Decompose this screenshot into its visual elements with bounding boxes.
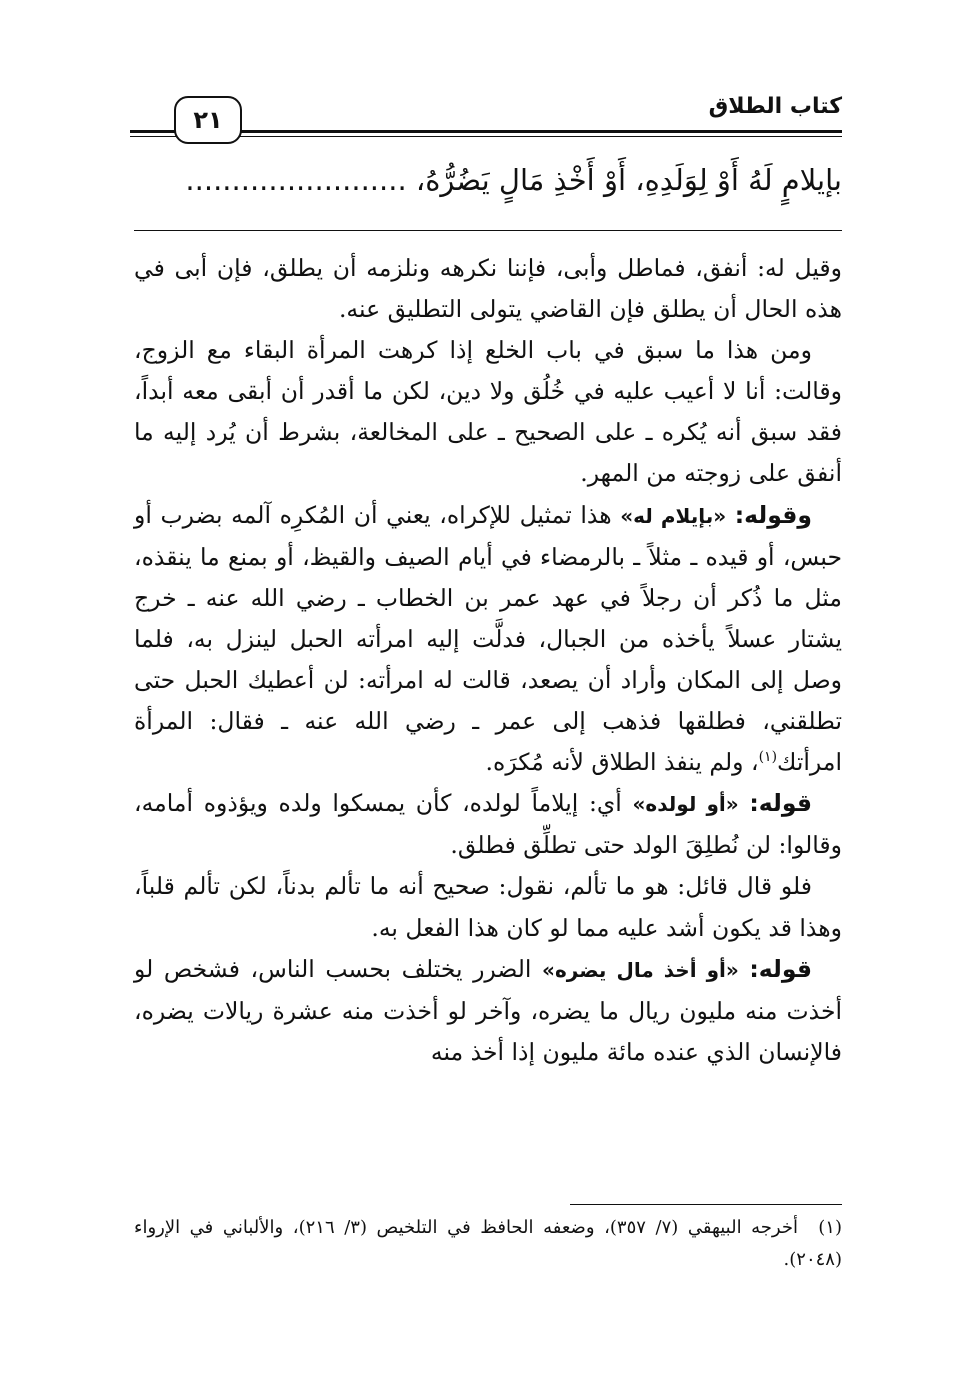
matn-quote: «أو لولده» <box>632 792 739 817</box>
commentary-label: قوله: <box>749 789 812 818</box>
paragraph <box>134 248 842 330</box>
page-number: ٢١ <box>174 96 242 144</box>
paragraph <box>134 866 842 948</box>
book-title: كتاب الطلاق <box>699 94 842 119</box>
paragraph <box>134 783 842 866</box>
paragraph-text: الضرر يختلف بحسب الناس، فشخص لو أخذت منه مليون ريال ما يضره، وآخر لو أخذت منه عشرة ريالات يضره، فالإنسان الذي عنده مائة مليون إذا أخذ منه <box>134 954 842 1066</box>
page-header <box>130 90 842 150</box>
footnote-number: (١) <box>818 1217 842 1238</box>
paragraph-text: ومن هذا ما سبق في باب الخلع إذا كرهت المرأة البقاء مع الزوج، وقالت: أنا لا أعيب عليه في خُلُق ولا دين، لكن ما أقدر أن أبقى معه أبداً، فقد سبق أنه يُكره ـ على الصحيح ـ على المخالعة، بشرط أن يُرد إليه ما أنفق على زوجته من المهر. <box>134 336 842 488</box>
paragraph-text: فلو قال قائل: هو ما تألم، نقول: صحيح أنه ما تألم بدناً، لكن تألم قلباً، وهذا قد يكون أشد عليه مما لو كان هذا الفعل به. <box>134 872 842 942</box>
paragraph-text: أي: إيلاماً لولده، كأن يمسكوا ولده ويؤذوه أمامه، وقالوا: لن نُطلِقَ الولد حتى تطلِّق فطلق. <box>134 789 842 860</box>
commentary-label: وقوله: <box>734 500 812 529</box>
footnote-ref[interactable]: (١) <box>758 749 778 766</box>
paragraph <box>134 949 842 1073</box>
paragraph <box>134 495 842 784</box>
footnote-rule <box>570 1204 842 1205</box>
matn-quote: «بإيلام له» <box>620 503 727 528</box>
matn-rule <box>134 230 842 231</box>
commentary-label: قوله: <box>749 954 812 983</box>
footnote <box>134 1212 842 1276</box>
matn-quote: «أو أخذ مال يضره» <box>542 957 739 982</box>
paragraph-text: ، ولم ينفذ الطلاق لأنه مُكرَه. <box>485 748 759 777</box>
paragraph-text: وقيل له: أنفق، فماطل وأبى، فإننا نكرهه ونلزمه أن يطلق، فإن أبى في هذه الحال أن يطلق فإن القاضي يتولى التطليق عنه. <box>134 254 842 324</box>
footnote-text: أخرجه البيهقي (٧/ ٣٥٧)، وضعفه الحافظ في التلخيص (٣/ ٢١٦)، والألباني في الإرواء (٢٠٤٨). <box>134 1217 842 1270</box>
paragraph-text: هذا تمثيل للإكراه، يعني أن المُكرِه آلمه بضرب أو حبس، أو قيده ـ مثلاً ـ بالرمضاء في أيام الصيف والقيظ، أو بمنع ما ينقذه، مثل ما ذُكر أن رجلاً في عهد عمر بن الخطاب ـ رضي الله عنه ـ خرج يشتار عسلاً يأخذه من الجبال، فدلَّت إليه امرأته الحبل لينزل به، فلما وصل إلى المكان وأراد أن يصعد، قالت له امرأته: لن أعطيك الحبل حتى تطلقني، فطلقها فذهب إلى عمر ـ رضي الله عنه ـ فقال: المرأة امرأتك <box>134 500 842 777</box>
matn-text: بإيلامٍ لَهُ أَوْ لِوَلَدِهِ، أَوْ أَخْذِ مَالٍ يَضُرُّهُ، ........................ <box>185 163 842 197</box>
paragraph <box>134 330 842 494</box>
footnotes <box>134 1212 842 1276</box>
commentary-body <box>134 248 842 1073</box>
